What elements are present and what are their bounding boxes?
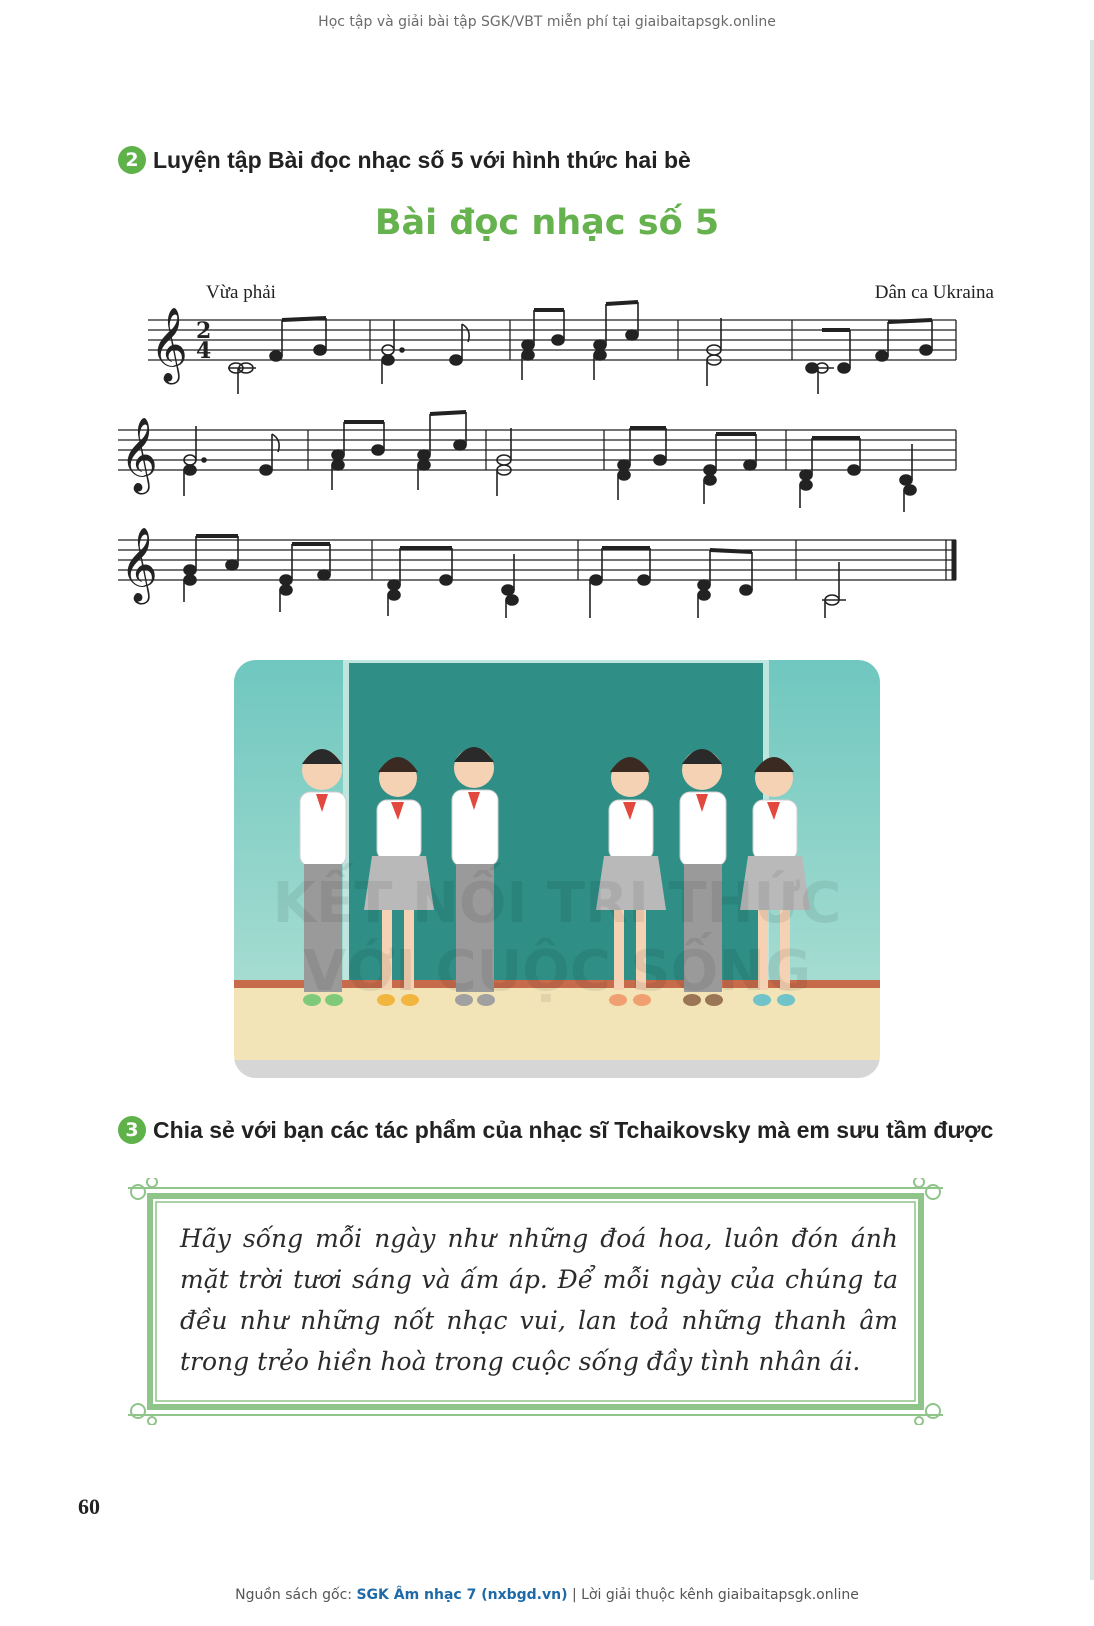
footer-prefix: Nguồn sách gốc: xyxy=(235,1587,352,1603)
time-signature-bottom: 4 xyxy=(196,338,212,364)
section-3-number: 3 xyxy=(118,1116,146,1144)
treble-clef-icon: 𝄞 xyxy=(150,308,188,382)
page-number: 60 xyxy=(78,1494,100,1519)
footer xyxy=(0,1587,1094,1603)
page-edge xyxy=(1090,40,1094,1580)
header-watermark: Học tập và giải bài tập SGK/VBT miễn phí tại giaibaitapsgk.online xyxy=(318,14,776,30)
piece-title: Bài đọc nhạc số 5 xyxy=(374,203,720,243)
treble-clef-icon: 𝄞 xyxy=(120,528,158,602)
footer-suffix: | Lời giải thuộc kênh giaibaitapsgk.online xyxy=(571,1587,859,1603)
classroom-illustration xyxy=(234,660,880,1078)
quote-text: Hãy sống mỗi ngày như những đoá hoa, luôn đón ánh mặt trời tươi sáng và ấm áp. Để mỗi ngày của chúng ta đều như những nốt nhạc vui, lan toả những thanh âm trong trẻo hiền hoà trong cuộc sống đầy tình nhân ái. xyxy=(180,1224,898,1376)
treble-clef-icon: 𝄞 xyxy=(120,418,158,492)
section-3-title: Chia sẻ với bạn các tác phẩm của nhạc sĩ Tchaikovsky mà em sưu tầm được xyxy=(153,1116,994,1143)
music-score xyxy=(110,300,980,620)
time-signature-top: 2 xyxy=(196,318,212,344)
notes-row-3 xyxy=(184,536,846,618)
section-2-number: 2 xyxy=(118,146,146,174)
piece-origin: Dân ca Ukraina xyxy=(874,282,994,303)
illustration-watermark-line-1: KẾT NỐI TRI THỨC xyxy=(272,871,842,936)
illustration-watermark-line-2: VỚI CUỘC SỐNG xyxy=(302,939,812,1004)
section-2-title: Luyện tập Bài đọc nhạc số 5 với hình thức hai bè xyxy=(153,146,691,173)
notes-row-1 xyxy=(228,302,932,394)
section-3-heading xyxy=(118,1116,993,1144)
section-2-heading xyxy=(118,146,691,174)
tempo-marking: Vừa phải xyxy=(206,282,276,303)
notes-row-2 xyxy=(184,412,916,512)
source-link[interactable]: SGK Âm nhạc 7 (nxbgd.vn) xyxy=(356,1587,568,1603)
staff-line-3 xyxy=(118,540,956,580)
